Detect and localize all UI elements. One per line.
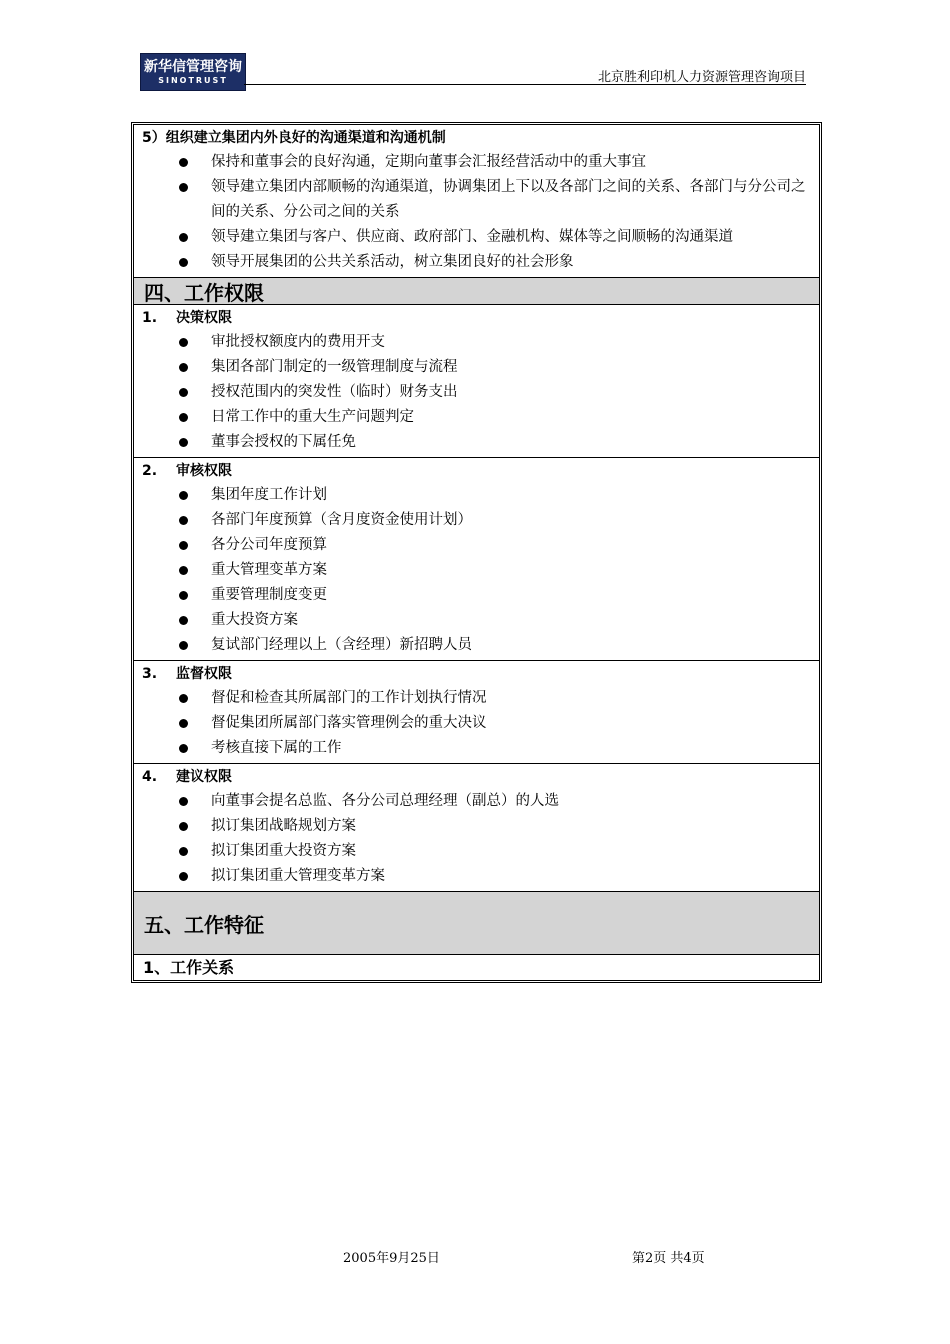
company-logo [140, 53, 246, 91]
features-section-title: 五、工作特征 [134, 892, 819, 955]
list-item: 领导建立集团内部顺畅的沟通渠道，协调集团上下以及各部门之间的关系、各部门与分公司之间的关系、分公司之间的关系 [134, 175, 819, 225]
work-relations-heading: 1、工作关系 [143, 958, 235, 977]
bullet-icon [134, 736, 211, 761]
list-item: 集团各部门制定的一级管理制度与流程 [134, 355, 819, 380]
list-item: 复试部门经理以上（含经理）新招聘人员 [134, 633, 819, 658]
bullet-icon [134, 583, 211, 608]
bullet-icon [134, 608, 211, 633]
list-item: 考核直接下属的工作 [134, 736, 819, 761]
list-item: 拟订集团重大管理变革方案 [134, 864, 819, 889]
list-item: 各部门年度预算（含月度资金使用计划） [134, 508, 819, 533]
header-divider [244, 84, 806, 85]
bullet-icon [134, 839, 211, 864]
footer-date: 2005年9月25日 [343, 1251, 440, 1266]
bullet-icon [134, 430, 211, 455]
bullet-icon [134, 330, 211, 355]
bullet-icon [134, 558, 211, 583]
bullet-icon [134, 483, 211, 508]
supervise-heading: 3. 监督权限 [142, 666, 232, 682]
list-item: 领导建立集团与客户、供应商、政府部门、金融机构、媒体等之间顺畅的沟通渠道 [134, 225, 819, 250]
bullet-icon [134, 533, 211, 558]
authority-section-title: 四、工作权限 [134, 278, 819, 305]
list-item: 督促和检查其所属部门的工作计划执行情况 [134, 686, 819, 711]
bullet-icon [134, 508, 211, 533]
decision-heading: 1. 决策权限 [142, 310, 232, 326]
logo-chinese-text: 新华信管理咨询 [144, 58, 242, 75]
list-item: 重大投资方案 [134, 608, 819, 633]
bullet-icon [134, 864, 211, 889]
list-item: 重要管理制度变更 [134, 583, 819, 608]
decision-section [134, 305, 819, 458]
suggest-section [134, 764, 819, 892]
communication-section [134, 125, 819, 278]
review-heading: 2. 审核权限 [142, 463, 232, 479]
footer-page-number: 第2页 共4页 [632, 1251, 705, 1266]
project-title: 北京胜利印机人力资源管理咨询项目 [597, 70, 806, 85]
list-item: 督促集团所属部门落实管理例会的重大决议 [134, 711, 819, 736]
bullet-icon [134, 633, 211, 658]
list-item: 拟订集团战略规划方案 [134, 814, 819, 839]
list-item: 拟订集团重大投资方案 [134, 839, 819, 864]
bullet-icon [134, 814, 211, 839]
logo-english-text: SINOTRUST [158, 75, 228, 85]
bullet-icon [134, 175, 211, 225]
bullet-icon [134, 150, 211, 175]
bullet-icon [134, 686, 211, 711]
list-item: 授权范围内的突发性（临时）财务支出 [134, 380, 819, 405]
review-section [134, 458, 819, 661]
bullet-icon [134, 789, 211, 814]
bullet-icon [134, 225, 211, 250]
bullet-icon [134, 380, 211, 405]
list-item: 领导开展集团的公共关系活动，树立集团良好的社会形象 [134, 250, 819, 275]
list-item: 重大管理变革方案 [134, 558, 819, 583]
communication-heading: 5）组织建立集团内外良好的沟通渠道和沟通机制 [142, 130, 446, 146]
list-item: 集团年度工作计划 [134, 483, 819, 508]
suggest-heading: 4. 建议权限 [142, 769, 232, 785]
list-item: 保持和董事会的良好沟通，定期向董事会汇报经营活动中的重大事宜 [134, 150, 819, 175]
list-item: 审批授权额度内的费用开支 [134, 330, 819, 355]
supervise-section [134, 661, 819, 764]
document-table [133, 124, 820, 981]
list-item: 各分公司年度预算 [134, 533, 819, 558]
bullet-icon [134, 405, 211, 430]
bullet-icon [134, 711, 211, 736]
bullet-icon [134, 355, 211, 380]
list-item: 董事会授权的下属任免 [134, 430, 819, 455]
list-item: 日常工作中的重大生产问题判定 [134, 405, 819, 430]
bullet-icon [134, 250, 211, 275]
list-item: 向董事会提名总监、各分公司总理经理（副总）的人选 [134, 789, 819, 814]
